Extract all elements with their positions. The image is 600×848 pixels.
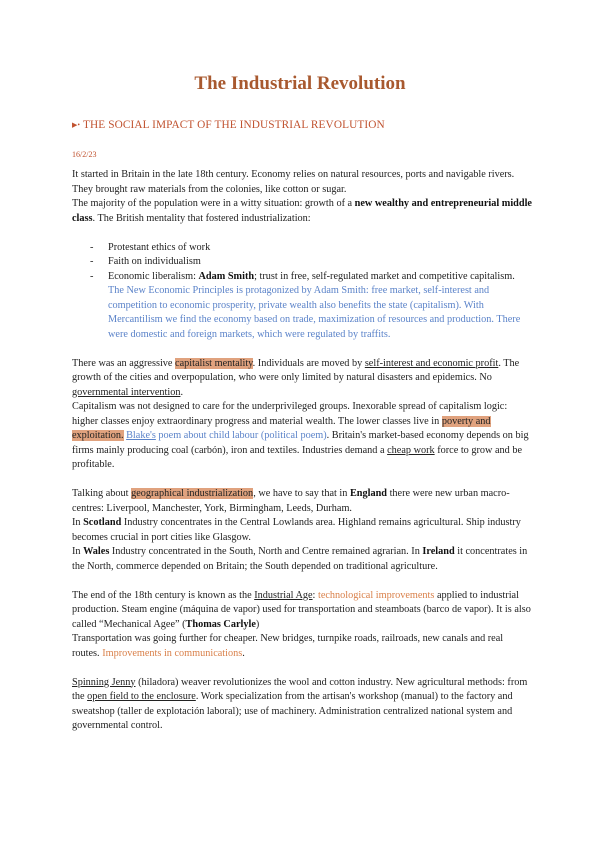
text-run: ) [255, 618, 260, 630]
highlighted-text: geographical industrialization [131, 488, 254, 499]
text-run: The end of the 18th century is known as the [72, 589, 255, 601]
paragraph-scotland [72, 516, 532, 545]
paragraph-geography [72, 487, 532, 516]
blue-note: The New Economic Principles is protagonized by Adam Smith: free market, self-interest and competition to economic prosperity, private wealth also benefits the state (capitalism). With Mercantilism we find the economy based on trade, maximization of resources and production. There were domestic and foreign markets, which were regulated by traffits. [108, 285, 521, 340]
list-item [72, 241, 532, 256]
list-item-text: Protestant ethics of work [108, 241, 211, 253]
paragraph-capitalism [72, 357, 532, 401]
text-run: . [180, 386, 184, 398]
text-run: It started in Britain in the late 18th century. Economy relies on natural resources, ports and navigable rivers. They brought raw materials from the colonies, like cotton or sugar. [72, 169, 515, 195]
underlined-text: Spinning Jenny [72, 676, 136, 688]
text-run: Capitalism was not designed to care for the underprivileged groups. Inexorable spread of capitalism logic: higher classes enjoy extraordinary progress and material wealth. The lower classes live in [72, 401, 508, 427]
text-run: ; trust in free, self-regulated market and competitive capitalism. [254, 270, 515, 282]
text-run: Industry concentrates in the Central Lowlands area. Highland remains agricultural. Ship industry becomes crucial in port cities like Glasgow. [72, 517, 521, 543]
text-run: . The British mentality that fostered industrialization: [92, 212, 311, 224]
paragraph-spinning-jenny [72, 676, 532, 734]
paragraph-transportation [72, 632, 532, 661]
text-run: it concentrates in the North, commerce depended on Britain; the South depended on traditional agriculture. [72, 546, 528, 572]
text-run: there were new urban macro-centres: Liverpool, Manchester, York, Birmingham, Leeds, Durham. [72, 488, 510, 514]
text-run: , we have to say that in [253, 488, 350, 499]
section-heading-text: THE SOCIAL IMPACT OF THE INDUSTRIAL REVOLUTION [83, 119, 385, 131]
text-run: force to grow and be profitable. [72, 444, 523, 470]
text-run: In [72, 517, 84, 528]
highlighted-text: capitalist mentality [175, 357, 253, 369]
document-date: 16/2/23 [72, 150, 97, 159]
text-run: Talking about [72, 488, 132, 499]
text-run: Industry concentrated in the South, North and Centre remained agrarian. In [109, 546, 423, 557]
mentality-list [72, 241, 532, 343]
spacer [72, 473, 532, 488]
bold-text: Ireland [422, 546, 455, 557]
blue-underlined-text: Blake's [126, 430, 156, 441]
underlined-text: Industrial Age [254, 589, 313, 601]
underlined-text: self-interest and economic profit [364, 357, 499, 369]
text-run: . [242, 647, 245, 659]
text-run: . Britain's market-based economy depends on big firms mainly producing coal (carbón), iron and textiles. Industries demand a [72, 430, 529, 456]
section-heading [72, 119, 385, 131]
text-run: Transportation was going further for cheaper. New bridges, turnpike roads, railroads, new canals and real routes. [72, 633, 504, 659]
dash-bullet: - [90, 256, 94, 267]
text-run: Economic liberalism: [108, 270, 199, 282]
bold-text: new wealthy and entrepreneurial middle class [72, 198, 532, 224]
bold-text: England [349, 488, 388, 499]
spacer [72, 661, 532, 676]
underlined-text: cheap work [387, 444, 435, 456]
text-run: (hiladora) weaver revolutionizes the wool and cotton industry. New agricultural methods: from the [72, 676, 528, 702]
list-item-text: Faith on individualism [108, 256, 201, 267]
bold-text: Thomas Carlyle [185, 618, 256, 630]
document-body [72, 168, 532, 734]
text-run: In [72, 546, 84, 557]
orange-text: Improvements in communications [102, 647, 243, 659]
spacer [72, 342, 532, 357]
list-item [72, 270, 532, 343]
bold-text: Adam Smith [198, 270, 255, 282]
blue-note: poem about child labour (political poem) [155, 430, 327, 441]
text-run: There was an aggressive [72, 357, 176, 369]
orange-text: technological improvements [317, 589, 435, 601]
text-run: : [312, 589, 318, 601]
list-item [72, 255, 532, 270]
paragraph-intro [72, 168, 532, 197]
underlined-text: open field to the enclosure [87, 691, 196, 702]
text-run: The majority of the population were in a witty situation: growth of a [72, 198, 355, 209]
dash-bullet: - [90, 241, 94, 253]
text-run: . Work specialization from the artisan's workshop (manual) to the factory and sweatshop (taller de explotación laboral); use of machinery. Administration centralized national system and governmental control. [72, 691, 513, 731]
spacer [72, 574, 532, 589]
paragraph-intro-2 [72, 197, 532, 226]
paragraph-industrial-age [72, 589, 532, 633]
text-run: applied to industrial production. Steam engine (máquina de vapor) used for transportation and steamboats (barco de vapor). It is also called “Mechanical Agee” ( [72, 589, 531, 630]
paragraph-wales-ireland [72, 545, 532, 574]
bold-text: Scotland [83, 517, 122, 528]
document-title: The Industrial Revolution [194, 73, 406, 94]
highlighted-text: poverty and exploitation. [72, 415, 491, 441]
text-run: . The growth of the cities and overpopulation, who were only limited by natural disasters and epidemics. No [72, 357, 520, 383]
bullet-arrow-icon: ▶• [72, 121, 81, 129]
text-run: . Individuals are moved by [252, 357, 365, 369]
dash-bullet: - [90, 270, 94, 282]
paragraph-capitalism-2 [72, 400, 532, 473]
bold-text: Wales [83, 546, 110, 557]
underlined-text: governmental intervention [72, 386, 181, 398]
